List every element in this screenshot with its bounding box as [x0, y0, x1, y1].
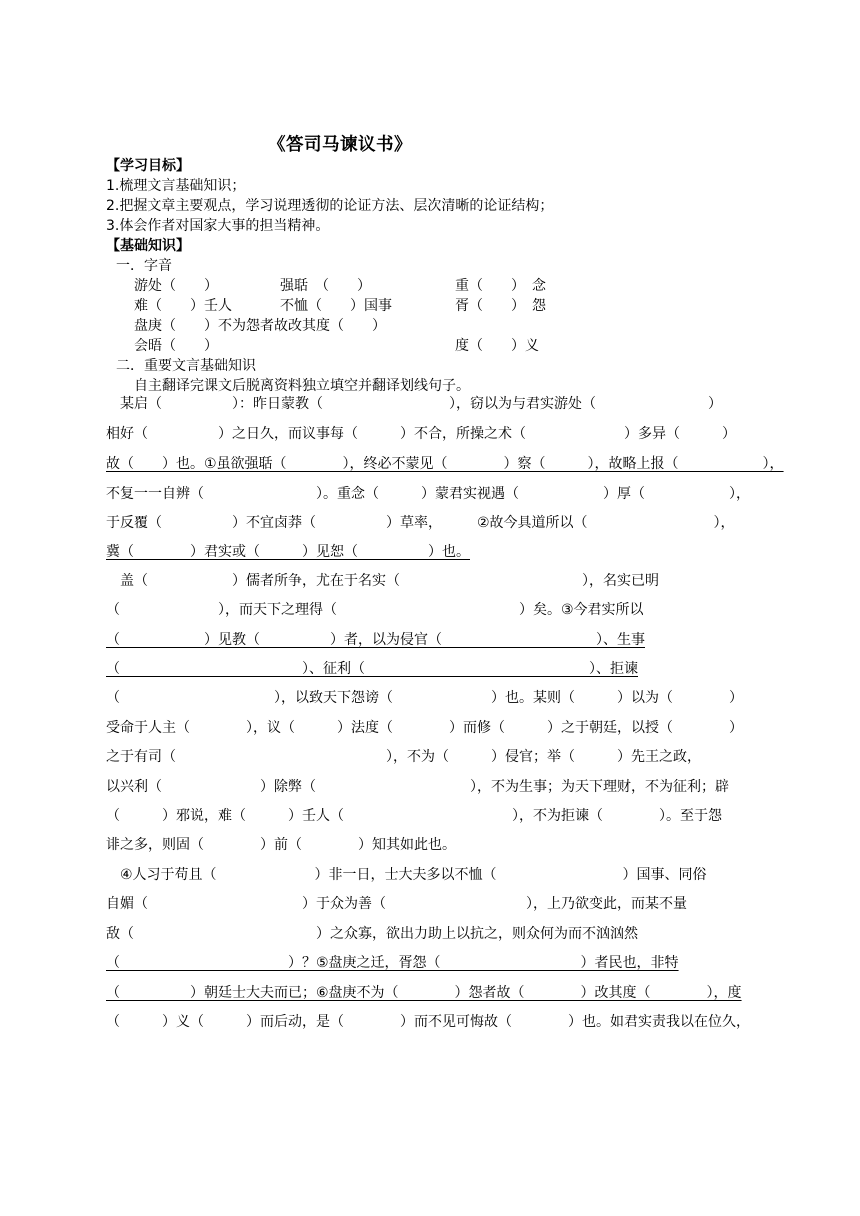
pron-item: 强聒 （ ） [280, 278, 371, 294]
document-title: 《答司马谏议书》 [268, 135, 412, 155]
passage-line: 相好（ ）之日久，而议事每（ ）不合，所操之术（ ）多异（ ） [106, 426, 736, 442]
passage-line: 某启（ ）：昨日蒙教（ ），窃以为与君实游处（ ） [106, 396, 722, 412]
goal-item: 1.梳理文言基础知识； [106, 178, 246, 194]
goal-item: 2.把握文章主要观点，学习说理透彻的论证方法、层次清晰的论证结构； [106, 198, 554, 214]
passage-line: （ ）义（ ）而后动，是（ ）而不见可悔故（ ）也。如君实责我以在位久， [106, 1014, 750, 1030]
pron-item: 胥（ ） 怨 [455, 298, 546, 314]
section-heading-pronunciation: 一．字音 [116, 258, 172, 274]
passage-line: 之于有司（ ），不为（ ）侵官；举（ ）先王之政， [106, 749, 701, 765]
section-heading-vocab: 二．重要文言基础知识 [116, 358, 256, 374]
passage-line: （ ），而天下之理得（ ）矣。③今君实所以 [106, 602, 644, 618]
passage-line: （ ）见教（ ）者，以为侵官（ ）、生事 [106, 632, 645, 648]
passage-line: 受命于人主（ ），议（ ）法度（ ）而修（ ）之于朝廷，以授（ ） [106, 720, 743, 736]
goals-heading: 【学习目标】 [106, 158, 190, 174]
passage-line: 于反覆（ ）不宜卤莽（ ）草率， ②故今具道所以（ ）， [106, 515, 735, 531]
passage-line: （ ），以致天下怨谤（ ）也。某则（ ）以为（ ） [106, 690, 743, 706]
passage-line: 自媚（ ）于众为善（ ），上乃欲变此，而某不量 [106, 896, 687, 912]
passage-line: 敌（ ）之众寡，欲出力助上以抗之，则众何为而不汹汹然 [106, 926, 638, 942]
pron-item: 重（ ） 念 [455, 278, 546, 294]
pron-item: 游处（ ） [134, 278, 218, 294]
pron-item: 会晤（ ） [134, 338, 218, 354]
passage-line: 盖（ ）儒者所争，尤在于名实（ ），名实已明 [106, 573, 659, 589]
passage-line: （ ）朝廷士大夫而已；⑥盘庚不为（ ）怨者故（ ）改其度（ ），度 [106, 985, 742, 1001]
passage-line: 诽之多，则固（ ）前（ ）知其如此也。 [106, 837, 456, 853]
pron-item: 不恤（ ）国事 [280, 298, 392, 314]
passage-line: （ ）？⑤盘庚之迁，胥怨（ ）者民也，非特 [106, 955, 679, 971]
passage-line: 冀（ ）君实或（ ）见恕（ ）也。 [106, 544, 470, 560]
pron-item: 难（ ）壬人 [134, 298, 232, 314]
basics-heading: 【基础知识】 [106, 238, 190, 254]
pron-item: 盘庚（ ）不为怨者故改其度（ ） [134, 318, 386, 334]
instruction-text: 自主翻译完课文后脱离资料独立填空并翻译划线句子。 [134, 378, 470, 394]
passage-line: （ ）邪说，难（ ）壬人（ ），不为拒谏（ ）。至于怨 [106, 808, 722, 824]
passage-line: 故（ ）也。①虽欲强聒（ ），终必不蒙见（ ）察（ ），故略上报（ ）， [106, 456, 784, 472]
passage-line: ④人习于苟且（ ）非一日，士大夫多以不恤（ ）国事、同俗 [106, 867, 707, 883]
passage-line: 以兴利（ ）除弊（ ），不为生事；为天下理财，不为征利；辟 [106, 779, 729, 795]
goal-item: 3.体会作者对国家大事的担当精神。 [106, 218, 330, 234]
pron-item: 度（ ）义 [455, 338, 539, 354]
passage-line: 不复一一自辨（ ）。重念（ ）蒙君实视遇（ ）厚（ ）， [106, 486, 750, 502]
passage-line: （ ）、征利（ ）、拒谏 [106, 661, 638, 677]
